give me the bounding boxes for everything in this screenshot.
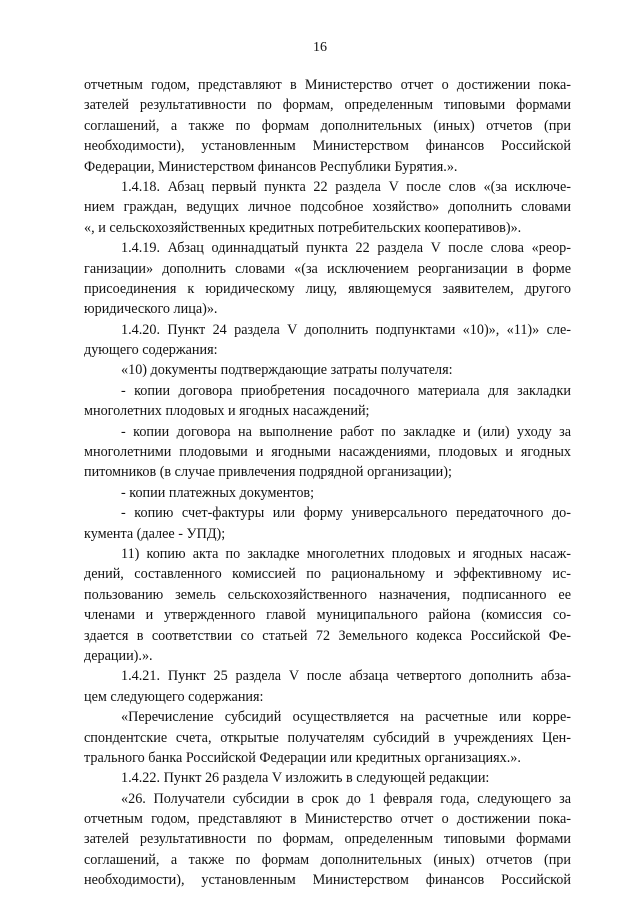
text-line: трального банка Российской Федерации или кредитных организациях.». xyxy=(84,749,521,766)
text-line: - копии платежных документов; xyxy=(121,484,315,501)
text-line: необходимости), установленным Министерством финансов Российской xyxy=(84,872,571,889)
text-line: 1.4.18. Абзац первый пункта 22 раздела V после слов «(за исключе- xyxy=(121,178,571,195)
text-line: 1.4.22. Пункт 26 раздела V изложить в следующей редакции: xyxy=(121,770,490,787)
text-line: зателей результативности по формам, определенным типовыми формами xyxy=(84,831,571,848)
text-line: 1.4.19. Абзац одиннадцатый пункта 22 раздела V после слова «реор- xyxy=(121,240,571,257)
text-line: «, и сельскохозяйственных кредитных потребительских кооперативов)». xyxy=(84,219,522,236)
text-line: - копию счет-фактуры или форму универсального передаточного до- xyxy=(121,505,571,522)
text-line: дующего содержания: xyxy=(84,342,218,359)
text-line: 1.4.20. Пункт 24 раздела V дополнить подпунктами «10)», «11)» сле- xyxy=(121,321,571,338)
text-line: пользованию земель сельскохозяйственного назначения, подписанного ее xyxy=(84,586,571,603)
text-line: многолетними плодовыми и ягодными насаждениями, плодовых и ягодных xyxy=(84,444,571,461)
text-line: зателей результативности по формам, определенным типовыми формами xyxy=(84,97,571,114)
text-line: «26. Получатели субсидии в срок до 1 февраля года, следующего за xyxy=(121,790,571,807)
text-line: здается в соответствии со статьей 72 Земельного кодекса Российской Фе- xyxy=(84,627,571,644)
text-line: соглашений, а также по формам дополнительных (иных) отчетов (при xyxy=(84,117,571,134)
text-line: многолетних плодовых и ягодных насаждений; xyxy=(84,403,370,420)
text-line: - копии договора на выполнение работ по закладке и (или) уходу за xyxy=(121,423,571,440)
text-line: отчетным годом, представляют в Министерство отчет о достижении пока- xyxy=(84,811,571,828)
text-line: ганизации» дополнить словами «(за исключением реорганизации в форме xyxy=(84,260,571,277)
text-line: дерации).». xyxy=(84,647,153,664)
text-line: нием граждан, ведущих личное подсобное хозяйство» дополнить словами xyxy=(84,199,571,216)
text-line: присоединения к юридическому лицу, являющемуся заявителем, другого xyxy=(84,280,571,297)
text-line: цем следующего содержания: xyxy=(84,688,264,705)
text-line: отчетным годом, представляют в Министерство отчет о достижении пока- xyxy=(84,77,571,93)
text-line: 11) копию акта по закладке многолетних плодовых и ягодных насаж- xyxy=(121,545,571,562)
text-line: Федерации, Министерством финансов Республики Бурятия.». xyxy=(84,158,458,175)
text-line: членами и утвержденного главой муниципального района (комиссия со- xyxy=(84,607,571,624)
text-line: «Перечисление субсидий осуществляется на расчетные или корре- xyxy=(121,709,571,726)
text-line: дений, составленного комиссией по рациональному и эффективному ис- xyxy=(84,566,571,583)
text-line: юридического лица)». xyxy=(84,301,218,318)
text-line: спондентские счета, открытые получателям субсидий в учреждениях Цен- xyxy=(84,729,571,746)
text-line: питомников (в случае привлечения подрядной организации); xyxy=(84,464,452,481)
text-line: кумента (далее - УПД); xyxy=(84,525,226,542)
text-line: «10) документы подтверждающие затраты получателя: xyxy=(121,362,453,379)
page-number: 16 xyxy=(313,40,327,55)
document-body xyxy=(84,75,571,891)
text-line: 1.4.21. Пункт 25 раздела V после абзаца четвертого дополнить абза- xyxy=(121,668,571,685)
text-line: необходимости), установленным Министерством финансов Российской xyxy=(84,138,571,155)
text-line: - копии договора приобретения посадочного материала для закладки xyxy=(121,382,571,399)
text-line: соглашений, а также по формам дополнительных (иных) отчетов (при xyxy=(84,851,571,868)
